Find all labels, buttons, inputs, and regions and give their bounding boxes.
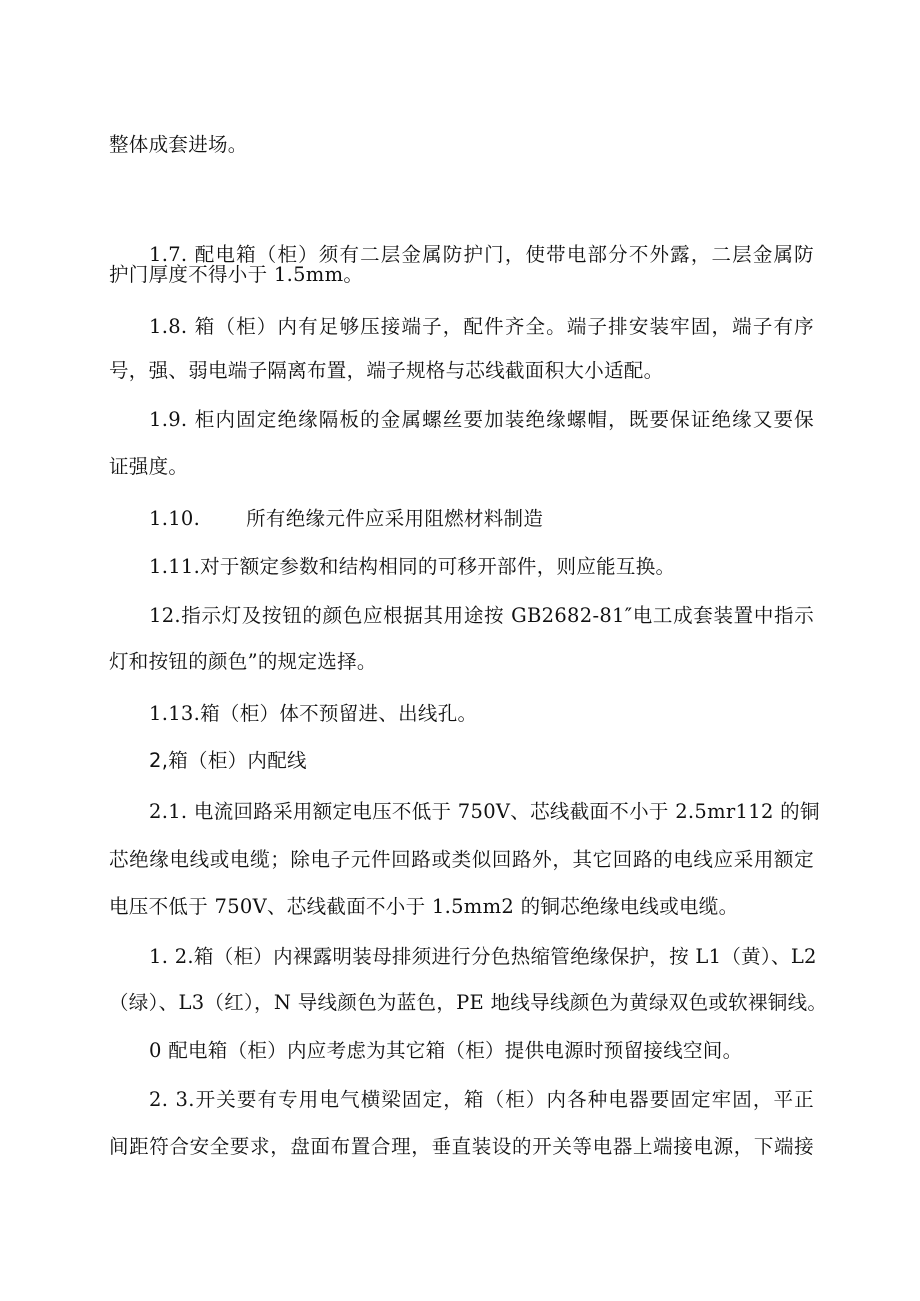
- heading-number: 2,: [149, 749, 169, 772]
- paragraph-2-3-line-2: 间距符合安全要求，盘面布置合理，垂直装设的开关等电器上端接电源，下端接: [109, 1135, 814, 1158]
- section-number: 1.10.: [149, 507, 201, 530]
- section-text: 所有绝缘元件应采用阻燃材料制造: [246, 507, 544, 530]
- paragraph-12-line-1: 12.指示灯及按钮的颜色应根据其用途按 GB2682-81″电工成套装置中指示: [149, 604, 814, 627]
- paragraph-1-7-line-1: 1.7. 配电箱（柜）须有二层金属防护门，使带电部分不外露，二层金属防: [149, 243, 814, 266]
- paragraph-1-2-line-1: 1. 2.箱（柜）内裸露明装母排须进行分色热缩管绝缘保护，按 L1（黄）、L2: [149, 945, 817, 968]
- paragraph-1-7-line-2: 护门厚度不得小于 1.5mm。: [109, 263, 364, 286]
- paragraph-1-10: [149, 505, 814, 533]
- paragraph-2-1-line-1: 2.1. 电流回路采用额定电压不低于 750V、芯线截面不小于 2.5mr112 的铜: [149, 800, 820, 823]
- paragraph-2-3-line-1: 2. 3.开关要有专用电气横梁固定，箱（柜）内各种电器要固定牢固，平正: [149, 1088, 814, 1111]
- paragraph-1-11: 1.11.对于额定参数和结构相同的可移开部件，则应能互换。: [149, 555, 676, 578]
- heading-text: 箱（柜）内配线: [168, 749, 307, 772]
- paragraph-1-8-line-2: 号，强、弱电端子隔离布置，端子规格与芯线截面积大小适配。: [109, 359, 664, 382]
- paragraph-0: 0 配电箱（柜）内应考虑为其它箱（柜）提供电源时预留接线空间。: [149, 1039, 743, 1062]
- paragraph-2-1-line-2: 芯绝缘电线或电缆；除电子元件回路或类似回路外，其它回路的电线应采用额定: [109, 848, 814, 871]
- paragraph-1-9-line-1: 1.9. 柜内固定绝缘隔板的金属螺丝要加装绝缘螺帽，既要保证绝缘又要保: [149, 408, 814, 431]
- paragraph-2-1-line-3: 电压不低于 750V、芯线截面不小于 1.5mm2 的铜芯绝缘电线或电缆。: [109, 895, 739, 918]
- paragraph-1-13: 1.13.箱（柜）体不预留进、出线孔。: [149, 702, 478, 725]
- paragraph-12-line-2: 灯和按钮的颜色”的规定选择。: [109, 650, 377, 673]
- paragraph-1-8-line-1: 1.8. 箱（柜）内有足够压接端子，配件齐全。端子排安装牢固，端子有序: [149, 315, 814, 338]
- paragraph-1-9-line-2: 证强度。: [109, 455, 189, 478]
- section-heading-2: [149, 747, 814, 775]
- text-line: 整体成套进场。: [109, 133, 248, 156]
- paragraph-1-2-line-2: （绿）、L3（红），N 导线颜色为蓝色，PE 地线导线颜色为黄绿双色或软裸铜线。: [109, 991, 828, 1014]
